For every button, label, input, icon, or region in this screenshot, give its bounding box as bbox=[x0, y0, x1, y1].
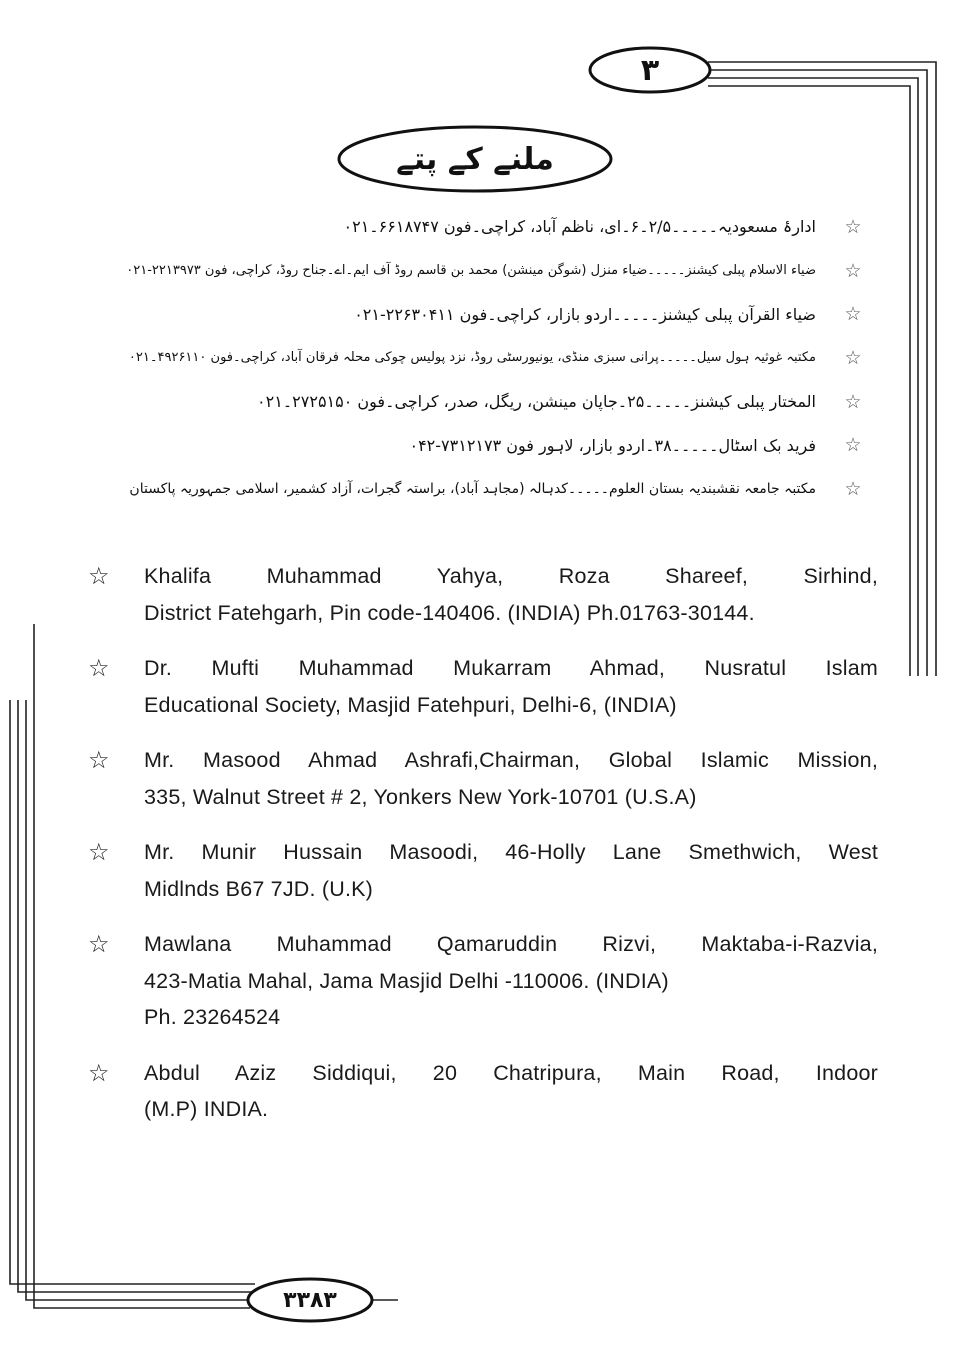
star-icon: ☆ bbox=[88, 654, 110, 682]
english-address-item bbox=[88, 834, 878, 907]
urdu-address-item bbox=[100, 292, 870, 336]
urdu-address-item bbox=[100, 336, 870, 380]
address-line: Abdul Aziz Siddiqui, 20 Chatripura, Main Road, Indoor bbox=[144, 1060, 878, 1085]
star-icon: ☆ bbox=[88, 930, 110, 958]
page-heading: ملنے کے پتے bbox=[396, 141, 554, 177]
address-line: 423-Matia Mahal, Jama Masjid Delhi -110006. (INDIA) bbox=[144, 968, 669, 993]
english-address-item bbox=[88, 926, 878, 1036]
star-icon: ☆ bbox=[88, 1058, 110, 1087]
english-address-text bbox=[144, 650, 878, 723]
star-icon: ☆ bbox=[844, 434, 862, 457]
address-line: Midlnds B67 7JD. (U.K) bbox=[144, 876, 374, 901]
address-line: District Fatehgarh, Pin code-140406. (INDIA) Ph.01763-30144. bbox=[144, 600, 755, 625]
urdu-address-list bbox=[100, 205, 870, 511]
star-icon: ☆ bbox=[844, 303, 862, 326]
urdu-address-item bbox=[100, 423, 870, 467]
urdu-address-item bbox=[100, 380, 870, 424]
english-address-list bbox=[88, 558, 878, 1147]
star-icon: ☆ bbox=[88, 746, 110, 774]
english-address-text bbox=[144, 1055, 878, 1128]
english-address-item bbox=[88, 650, 878, 723]
star-icon: ☆ bbox=[88, 562, 110, 590]
star-icon: ☆ bbox=[844, 259, 862, 282]
english-address-text bbox=[144, 558, 878, 631]
urdu-address-text: مکتبہ جامعہ نقشبندیہ بستان العلوم۔۔۔۔۔کدہالہ (مجاہد آباد)، براستہ گجرات، آزاد کشمیر، اسلامی جمہوریہ پاکستان bbox=[129, 480, 816, 497]
address-line: Mr. Masood Ahmad Ashrafi,Chairman, Global Islamic Mission, bbox=[144, 748, 878, 772]
english-address-text bbox=[144, 834, 878, 907]
urdu-address-text: ضیاء الاسلام پبلی کیشنز۔۔۔۔۔ضیاء منزل (شوگن مینشن) محمد بن قاسم روڈ آف ایم۔اے۔جناح روڈ، کراچی، فون ۲۲۱۳۹۷۳-۰۲۱ bbox=[126, 263, 816, 279]
page-number: ۳ bbox=[640, 52, 660, 88]
urdu-address-item bbox=[100, 467, 870, 511]
address-line: Mr. Munir Hussain Masoodi, 46-Holly Lane Smethwich, West bbox=[144, 840, 878, 864]
star-icon: ☆ bbox=[844, 346, 862, 369]
star-icon: ☆ bbox=[844, 477, 862, 500]
urdu-address-text: ضیاء القرآن پبلی کیشنز۔۔۔۔۔اردو بازار، کراچی۔فون ۲۲۶۳۰۴۱۱-۰۲۱ bbox=[354, 304, 816, 324]
english-address-text bbox=[144, 926, 878, 1036]
address-line: Educational Society, Masjid Fatehpuri, Delhi-6, (INDIA) bbox=[144, 692, 677, 717]
urdu-address-text: المختار پبلی کیشنز۔۔۔۔۔۲۵۔جاپان مینشن، ریگل، صدر، کراچی۔فون ۲۷۲۵۱۵۰۔۰۲۱ bbox=[257, 392, 816, 412]
urdu-address-text: ادارۂ مسعودیہ۔۔۔۔۔۲/۵۔۶۔ای، ناظم آباد، کراچی۔فون ۶۶۱۸۷۴۷۔۰۲۱ bbox=[343, 217, 816, 237]
address-line: 335, Walnut Street # 2, Yonkers New York-10701 (U.S.A) bbox=[144, 784, 697, 809]
english-address-text bbox=[144, 742, 878, 815]
address-line: Khalifa Muhammad Yahya, Roza Shareef, Sirhind, bbox=[144, 564, 878, 588]
address-line: Dr. Mufti Muhammad Mukarram Ahmad, Nusratul Islam bbox=[144, 656, 878, 680]
urdu-address-item bbox=[100, 249, 870, 293]
english-address-item bbox=[88, 742, 878, 815]
urdu-address-item bbox=[100, 205, 870, 249]
english-address-item bbox=[88, 1055, 878, 1128]
address-line: Ph. 23264524 bbox=[144, 1005, 281, 1029]
star-icon: ☆ bbox=[844, 390, 862, 413]
star-icon: ☆ bbox=[88, 838, 110, 866]
star-icon: ☆ bbox=[844, 215, 862, 238]
folio-number: ۳۳۸۳ bbox=[283, 1287, 337, 1313]
address-line: Mawlana Muhammad Qamaruddin Rizvi, Maktaba-i-Razvia, bbox=[144, 932, 878, 956]
urdu-address-text: فرید بک اسٹال۔۔۔۔۔۳۸۔اردو بازار، لاہور فون ۷۳۱۲۱۷۳-۰۴۲ bbox=[409, 435, 816, 455]
english-address-item bbox=[88, 558, 878, 631]
address-line: (M.P) INDIA. bbox=[144, 1097, 269, 1121]
urdu-address-text: مکتبہ غوثیہ ہول سیل۔۔۔۔۔پرانی سبزی منڈی، یونیورسٹی روڈ، نزد پولیس چوکی محلہ فرقان آباد، کراچی۔فون ۴۹۲۶۱۱۰۔۰۲۱ bbox=[128, 350, 816, 366]
